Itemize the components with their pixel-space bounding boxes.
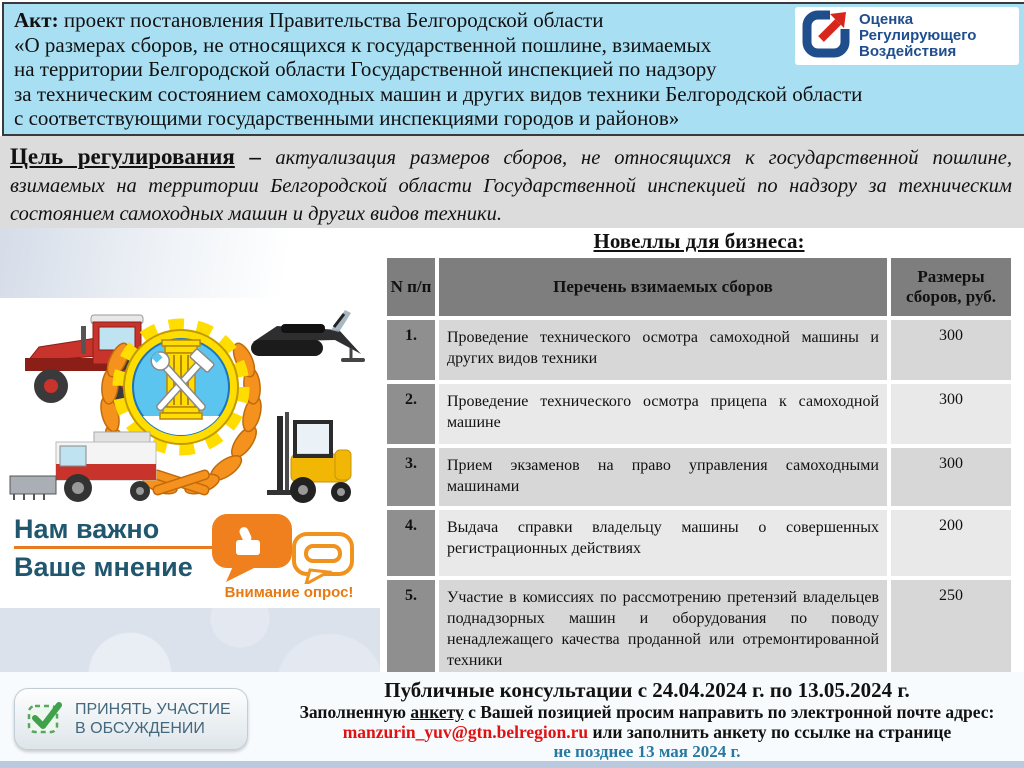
checkmark-icon xyxy=(25,698,65,741)
goal-dash: – xyxy=(234,144,276,169)
row-desc: Проведение технического осмотра прицепа к самоходной машине xyxy=(439,384,887,444)
survey-badge: Внимание опрос! xyxy=(224,584,354,601)
act-label: Акт: xyxy=(14,8,59,32)
goal-label: Цель регулирования xyxy=(10,144,235,169)
orange-rule xyxy=(14,546,212,549)
row-desc: Проведение технического осмотра самоходной машины и других видов техники xyxy=(439,320,887,380)
orv-logo-line: Воздействия xyxy=(859,43,957,60)
row-desc: Прием экзаменов на право управления самоходными машинами xyxy=(439,448,887,506)
table-title: Новеллы для бизнеса: xyxy=(593,229,805,253)
participate-label-line1: ПРИНЯТЬ УЧАСТИЕ xyxy=(75,701,231,718)
row-fee: 300 xyxy=(891,448,1011,506)
row-fee: 200 xyxy=(891,510,1011,576)
act-title-line: на территории Белгородской области Государственной инспекцией по надзору xyxy=(14,57,717,81)
row-num: 4. xyxy=(387,510,435,576)
table-header-row xyxy=(387,258,1011,316)
table-row xyxy=(387,384,1011,444)
row-fee: 300 xyxy=(891,320,1011,380)
table-row xyxy=(387,448,1011,506)
consultation-footer xyxy=(276,678,1018,761)
consultation-dates: Публичные консультации с 24.04.2024 г. по 13.05.2024 г. xyxy=(384,678,910,702)
row-desc: Выдача справки владельцу машины о совершенных регистрационных действиях xyxy=(439,510,887,576)
opinion-banner xyxy=(0,508,380,608)
orv-logo xyxy=(795,7,1019,65)
opinion-text xyxy=(14,514,212,582)
forklift-image xyxy=(265,410,357,512)
goal-section xyxy=(0,136,1024,228)
row-desc: Участие в комиссиях по рассмотрению претензий владельцев поднадзорных машин и оборудования по поводу ненадлежащего качества проданной или отремонтированной техники xyxy=(439,580,887,675)
left-gradient-strip xyxy=(0,228,380,298)
email-link[interactable]: manzurin_yuv@gtn.belregion.ru xyxy=(342,722,589,742)
act-title-line: за техническим состоянием самоходных машин и других видов техники Белгородской области xyxy=(14,81,863,106)
questionnaire-link[interactable]: анкету xyxy=(410,702,464,722)
orv-logo-line: Оценка xyxy=(859,11,914,28)
deadline-text: не позднее 13 мая 2024 г. xyxy=(553,742,741,761)
col-header-desc: Перечень взимаемых сборов xyxy=(439,258,887,316)
email-line-rest: или заполнить анкету по ссылке на странице xyxy=(588,722,952,742)
participate-button-label xyxy=(75,700,231,738)
goal-text: актуализация размеров сборов, не относящихся к государственной пошлине, взимаемых на территории Белгородской области Государственной инспекцией по надзору за техническим состоянием самоходных машин и других видов техники. xyxy=(10,147,1012,225)
table-row xyxy=(387,510,1011,576)
instruction-text: Заполненную xyxy=(299,702,411,722)
table-row xyxy=(387,320,1011,380)
row-fee: 300 xyxy=(891,384,1011,444)
survey-bubbles-icon xyxy=(208,510,360,589)
fees-table xyxy=(383,254,1015,679)
table-row xyxy=(387,580,1011,675)
instruction-text: с Вашей позицией просим направить по электронной почте адрес: xyxy=(463,702,995,722)
orv-logo-icon xyxy=(800,8,852,65)
combine-harvester-image xyxy=(8,420,178,509)
orv-logo-text xyxy=(859,12,976,60)
opinion-line1: Нам важно xyxy=(14,514,160,544)
opinion-line2: Ваше мнение xyxy=(14,552,193,582)
participate-button[interactable] xyxy=(14,688,248,750)
row-fee: 250 xyxy=(891,580,1011,675)
participate-label-line2: В ОБСУЖДЕНИИ xyxy=(75,720,205,737)
bottom-strip xyxy=(0,761,1024,768)
act-title-rest: проект постановления Правительства Белгородской области xyxy=(58,8,604,32)
row-num: 2. xyxy=(387,384,435,444)
row-num: 1. xyxy=(387,320,435,380)
row-num: 3. xyxy=(387,448,435,506)
col-header-num: N п/п xyxy=(387,258,435,316)
decorative-circles-band xyxy=(0,608,380,681)
act-title-line: с соответствующими государственными инспекциями городов и районов» xyxy=(14,106,680,130)
col-header-fee: Размеры сборов, руб. xyxy=(891,258,1011,316)
consultation-instruction xyxy=(276,702,1018,722)
orv-logo-line: Регулирующего xyxy=(859,27,977,44)
row-num: 5. xyxy=(387,580,435,675)
consultation-email-line xyxy=(276,722,1018,742)
act-title-line: «О размерах сборов, не относящихся к государственной пошлине, взимаемых xyxy=(14,32,712,57)
